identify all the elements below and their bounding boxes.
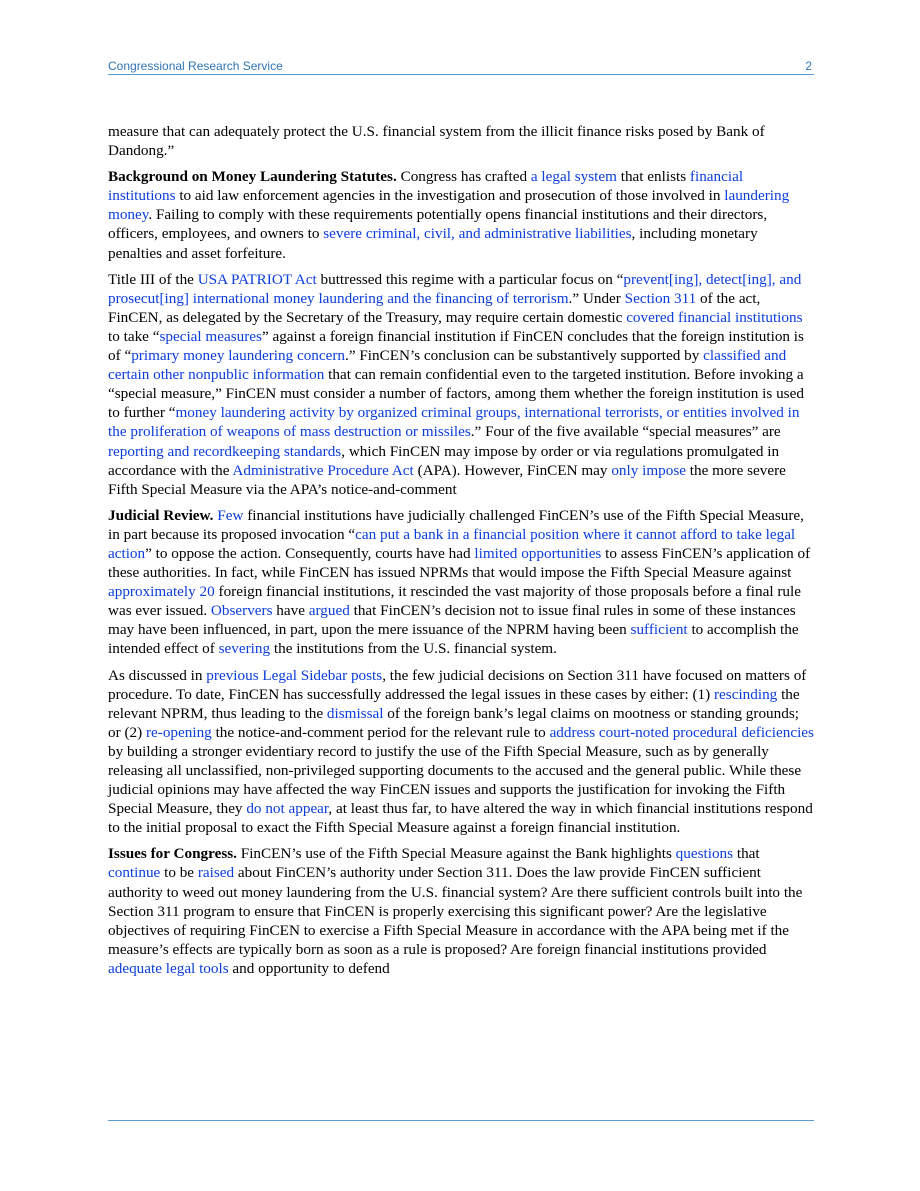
link[interactable]: a legal system bbox=[530, 168, 617, 186]
link[interactable]: can put a bank in a financial position where it cannot afford to take legal action bbox=[108, 525, 796, 562]
paragraph bbox=[108, 167, 814, 262]
link[interactable]: classified and certain other nonpublic information bbox=[108, 347, 787, 384]
link[interactable]: only impose bbox=[611, 461, 686, 479]
section-heading: Background on Money Laundering Statutes. bbox=[108, 168, 397, 186]
text: ” against a foreign financial institution if FinCEN concludes that the foreign institution is of “ bbox=[108, 327, 804, 365]
link[interactable]: USA PATRIOT Act bbox=[197, 270, 321, 288]
paragraph bbox=[108, 270, 814, 499]
link[interactable]: Observers bbox=[210, 602, 273, 620]
link[interactable]: reporting and recordkeeping standards bbox=[108, 442, 342, 460]
text: Congress has crafted bbox=[396, 168, 531, 186]
text: the institutions from the U.S. financial system. bbox=[270, 640, 557, 658]
link[interactable]: dismissal bbox=[326, 704, 384, 722]
text: to assess FinCEN’s application of these authorities. In fact, while FinCEN has issued NPRMs that would impose the Fifth Special Measure against bbox=[108, 544, 811, 582]
link[interactable]: approximately 20 bbox=[108, 583, 215, 601]
text: to take “ bbox=[108, 327, 160, 345]
text: foreign financial institutions, it rescinded the vast majority of those proposals before a final rule was ever issued. bbox=[108, 583, 801, 620]
page-number: 2 bbox=[805, 59, 812, 73]
text: , which FinCEN may impose by order or via regulations promulgated in accordance with the bbox=[108, 442, 780, 479]
link[interactable]: questions bbox=[675, 845, 734, 863]
text: that can remain confidential even to the targeted institution. Before invoking a “special measure,” FinCEN must consider a number of factors, among them whether the foreign institution is used to further “ bbox=[108, 366, 804, 422]
link[interactable]: re-opening bbox=[145, 723, 212, 741]
text: As discussed in bbox=[108, 666, 207, 684]
text: to accomplish the intended effect of bbox=[108, 621, 799, 658]
text: FinCEN’s use of the Fifth Special Measure against the Bank highlights bbox=[236, 845, 676, 863]
text: of the act, FinCEN, as delegated by the Secretary of the Treasury, may require certain domestic bbox=[108, 289, 761, 326]
text: of the foreign bank’s legal claims on mootness or standing grounds; or (2) bbox=[108, 704, 799, 741]
section-heading: Judicial Review. bbox=[108, 506, 214, 524]
paragraph bbox=[108, 506, 814, 659]
link[interactable]: primary money laundering concern bbox=[131, 347, 346, 365]
link[interactable]: money laundering activity by organized criminal groups, international terrorists, or entities involved in the proliferation of weapons of mass destruction or missiles bbox=[108, 404, 800, 441]
text: , the few judicial decisions on Section 311 have focused on matters of procedure. To date, FinCEN has successfully addressed the legal issues in these cases by either: (1) bbox=[108, 666, 807, 703]
text: that bbox=[733, 845, 760, 863]
paragraph bbox=[108, 122, 814, 160]
link[interactable]: Administrative Procedure Act bbox=[232, 461, 414, 479]
text: .” Four of the five available “special measures” are bbox=[470, 423, 781, 441]
text: to be bbox=[160, 864, 198, 882]
link[interactable]: previous Legal Sidebar posts bbox=[206, 666, 383, 684]
text: the more severe Fifth Special Measure via the APA’s notice-and-comment bbox=[108, 461, 786, 498]
link[interactable]: prevent[ing], detect[ing], and prosecut[ing] international money laundering and the financing of terrorism bbox=[108, 270, 802, 307]
document-body bbox=[108, 122, 814, 985]
link[interactable]: Few bbox=[217, 506, 244, 524]
link[interactable]: do not appear bbox=[246, 800, 329, 818]
link[interactable]: special measures bbox=[159, 327, 262, 345]
text: have bbox=[272, 602, 309, 620]
section-heading: Issues for Congress. bbox=[108, 845, 237, 863]
text: buttressed this regime with a particular focus on “ bbox=[320, 270, 624, 288]
paragraph bbox=[108, 666, 814, 838]
link[interactable]: laundering money bbox=[108, 187, 790, 224]
text: , including monetary penalties and asset forfeiture. bbox=[108, 225, 758, 262]
header-org: Congressional Research Service bbox=[108, 59, 283, 73]
link[interactable]: financial institutions bbox=[108, 168, 744, 205]
paragraph bbox=[108, 844, 814, 978]
text: measure that can adequately protect the U.S. financial system from the illicit finance risks posed by Bank of Dandong.” bbox=[108, 123, 765, 160]
text: (APA). However, FinCEN may bbox=[413, 461, 612, 479]
link[interactable]: covered financial institutions bbox=[626, 308, 803, 326]
link[interactable]: argued bbox=[308, 602, 350, 620]
text: , at least thus far, to have altered the way in which financial institutions respond to the initial proposal to exact the Fifth Special Measure against a foreign financial institution. bbox=[108, 800, 813, 837]
text: to aid law enforcement agencies in the investigation and prosecution of those involved in bbox=[175, 187, 725, 205]
link[interactable]: limited opportunities bbox=[474, 544, 602, 562]
link[interactable]: raised bbox=[197, 864, 235, 882]
text: . Failing to comply with these requirements potentially opens financial institutions and their directors, officers, employees, and owners to bbox=[108, 206, 768, 243]
text: .” FinCEN’s conclusion can be substantively supported by bbox=[345, 347, 704, 365]
link[interactable]: continue bbox=[108, 864, 161, 882]
link[interactable]: severing bbox=[218, 640, 271, 658]
text: the relevant NPRM, thus leading to the bbox=[108, 685, 800, 722]
footer-divider bbox=[108, 1120, 814, 1121]
link[interactable]: address court-noted procedural deficiencies bbox=[549, 723, 814, 741]
text: by building a stronger evidentiary record to justify the use of the Fifth Special Measure, such as by generally releasing all unclassified, non-privileged supporting documents to the accused and the general public. While these judicial opinions may have affected the way FinCEN issues and supports the justification for invoking the Fifth Special Measure, they bbox=[108, 742, 802, 818]
text: that FinCEN’s decision not to issue final rules in some of these instances may have been influenced, in part, upon the mere issuance of the NPRM having been bbox=[108, 602, 796, 639]
text: and opportunity to defend bbox=[228, 959, 390, 977]
link[interactable]: Section 311 bbox=[624, 289, 697, 307]
text: financial institutions have judicially challenged FinCEN’s use of the Fifth Special Measure, in part because its proposed invocation “ bbox=[108, 506, 804, 543]
text: the notice-and-comment period for the relevant rule to bbox=[211, 723, 550, 741]
link[interactable]: rescinding bbox=[714, 685, 778, 703]
text: .” Under bbox=[568, 289, 625, 307]
link[interactable]: sufficient bbox=[630, 621, 688, 639]
link[interactable]: adequate legal tools bbox=[108, 959, 229, 977]
text: Title III of the bbox=[108, 270, 198, 288]
text: about FinCEN’s authority under Section 311. Does the law provide FinCEN sufficient authority to weed out money laundering from the U.S. financial system? Are there sufficient controls built into the Section 311 program to ensure that FinCEN is properly exercising this significant power? Are the legislative objectives of requiring FinCEN to exercise a Fifth Special Measure in accordance with the APA being met if the measure’s effects are typically born as soon as a rule is proposed? Are foreign financial institutions provided bbox=[108, 864, 803, 958]
text: that enlists bbox=[616, 168, 690, 186]
text: ” to oppose the action. Consequently, courts have had bbox=[145, 544, 475, 562]
page-header bbox=[108, 57, 814, 75]
link[interactable]: severe criminal, civil, and administrative liabilities bbox=[323, 225, 632, 243]
